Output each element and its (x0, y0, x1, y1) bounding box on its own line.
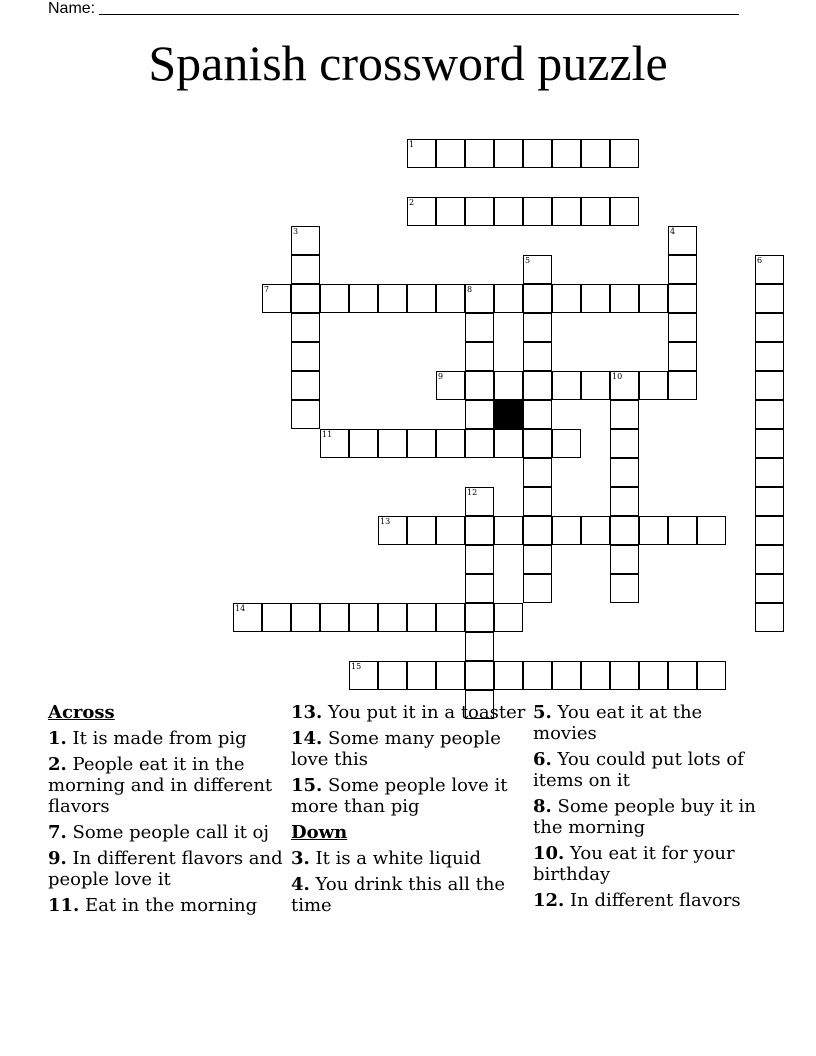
grid-cell[interactable] (523, 574, 552, 603)
grid-cell[interactable] (262, 284, 291, 313)
grid-cell[interactable] (262, 603, 291, 632)
grid-cell[interactable] (494, 371, 523, 400)
grid-cell[interactable] (523, 545, 552, 574)
grid-cell[interactable] (465, 400, 494, 429)
clue (533, 890, 769, 911)
clue (533, 702, 769, 744)
clue-number: 14 (235, 604, 246, 613)
clue-number: 6 (757, 256, 763, 265)
grid-cell[interactable] (581, 139, 610, 168)
grid-cell[interactable] (494, 661, 523, 690)
grid-cell[interactable] (610, 197, 639, 226)
clue-number-label: 4. (291, 874, 310, 895)
grid-cell[interactable] (610, 400, 639, 429)
grid-cell[interactable] (610, 139, 639, 168)
grid-cell[interactable] (349, 603, 378, 632)
clue (533, 749, 769, 791)
grid-cell[interactable] (755, 255, 784, 284)
clue-number-label: 14. (291, 728, 323, 749)
grid-cell[interactable] (465, 139, 494, 168)
grid-cell[interactable] (349, 284, 378, 313)
grid-cell[interactable] (755, 603, 784, 632)
clue (48, 848, 284, 890)
grid-cell[interactable] (610, 429, 639, 458)
clue (291, 874, 527, 916)
grid-cell[interactable] (668, 371, 697, 400)
clue (291, 702, 527, 723)
grid-cell[interactable] (755, 487, 784, 516)
clue-number-label: 6. (533, 749, 552, 770)
grid-cell[interactable] (668, 342, 697, 371)
clue-text: In different flavors and people love it (48, 848, 283, 890)
grid-cell[interactable] (233, 603, 262, 632)
clue-number: 2 (409, 198, 415, 207)
clue-number: 15 (351, 662, 362, 671)
grid-cell[interactable] (465, 545, 494, 574)
grid-cell[interactable] (523, 400, 552, 429)
grid-cell[interactable] (291, 313, 320, 342)
grid-cell[interactable] (639, 371, 668, 400)
grid-cell[interactable] (523, 284, 552, 313)
clue-text: Some many people love this (291, 728, 501, 770)
clue-number-label: 9. (48, 848, 67, 869)
clue (291, 848, 527, 869)
clue-number-label: 1. (48, 728, 67, 749)
grid-cell[interactable] (291, 255, 320, 284)
grid-cell[interactable] (494, 284, 523, 313)
grid-cell[interactable] (610, 516, 639, 545)
black-cell (494, 400, 523, 429)
clue-text: It is a white liquid (309, 848, 482, 869)
grid-cell[interactable] (610, 487, 639, 516)
grid-cell[interactable] (407, 429, 436, 458)
grid-cell[interactable] (494, 516, 523, 545)
grid-cell[interactable] (523, 661, 552, 690)
grid-cell[interactable] (291, 342, 320, 371)
grid-cell[interactable] (755, 429, 784, 458)
grid-cell[interactable] (436, 661, 465, 690)
clue-number-label: 15. (291, 775, 323, 796)
grid-cell[interactable] (755, 342, 784, 371)
grid-cell[interactable] (436, 429, 465, 458)
clue-number: 13 (380, 517, 391, 526)
grid-cell[interactable] (291, 371, 320, 400)
grid-cell[interactable] (349, 429, 378, 458)
grid-cell[interactable] (755, 284, 784, 313)
grid-cell[interactable] (378, 661, 407, 690)
clue-number: 7 (264, 285, 270, 294)
grid-cell[interactable] (494, 197, 523, 226)
grid-cell[interactable] (552, 139, 581, 168)
grid-cell[interactable] (610, 284, 639, 313)
grid-cell[interactable] (552, 197, 581, 226)
grid-cell[interactable] (378, 429, 407, 458)
grid-cell[interactable] (494, 429, 523, 458)
grid-cell[interactable] (668, 226, 697, 255)
grid-cell[interactable] (291, 603, 320, 632)
grid-cell[interactable] (436, 371, 465, 400)
clues-down (291, 848, 527, 916)
grid-cell[interactable] (610, 458, 639, 487)
clue-text: You eat it at the movies (533, 702, 703, 744)
grid-cell[interactable] (755, 516, 784, 545)
clue (533, 796, 769, 838)
grid-cell[interactable] (552, 516, 581, 545)
clues-column-3 (533, 702, 769, 916)
clue-text: Some people call it oj (66, 822, 269, 843)
grid-cell[interactable] (610, 545, 639, 574)
clue-text: You could put lots of items on it (533, 749, 744, 791)
grid-cell[interactable] (407, 284, 436, 313)
grid-cell[interactable] (668, 516, 697, 545)
clue-number: 8 (467, 285, 473, 294)
clue-number: 9 (438, 372, 444, 381)
grid-cell[interactable] (320, 603, 349, 632)
grid-cell[interactable] (639, 661, 668, 690)
clue (291, 728, 527, 770)
clue-text: Some people love it more than pig (291, 775, 508, 817)
clue-text: Eat in the morning (79, 895, 258, 916)
grid-cell[interactable] (639, 516, 668, 545)
clue-number-label: 2. (48, 754, 67, 775)
grid-cell[interactable] (465, 342, 494, 371)
grid-cell[interactable] (523, 139, 552, 168)
grid-cell[interactable] (581, 284, 610, 313)
grid-cell[interactable] (668, 661, 697, 690)
down-heading: Down (291, 822, 348, 843)
grid-cell[interactable] (407, 516, 436, 545)
grid-cell[interactable] (523, 371, 552, 400)
grid-cell[interactable] (291, 400, 320, 429)
clue-number: 1 (409, 140, 415, 149)
grid-cell[interactable] (523, 342, 552, 371)
clue-number-label: 11. (48, 895, 80, 916)
grid-cell[interactable] (523, 197, 552, 226)
grid-cell[interactable] (523, 487, 552, 516)
grid-cell[interactable] (378, 284, 407, 313)
clue (48, 895, 284, 916)
grid-cell[interactable] (668, 284, 697, 313)
grid-cell[interactable] (465, 574, 494, 603)
across-heading: Across (48, 702, 115, 723)
grid-cell[interactable] (494, 139, 523, 168)
grid-cell[interactable] (755, 400, 784, 429)
clue-number: 12 (467, 488, 478, 497)
clue-text: You eat it for your birthday (533, 843, 735, 885)
grid-cell[interactable] (755, 458, 784, 487)
grid-cell[interactable] (523, 516, 552, 545)
name-label: Name: (48, 0, 96, 17)
grid-cell[interactable] (291, 226, 320, 255)
grid-cell[interactable] (407, 139, 436, 168)
clue-number-label: 3. (291, 848, 310, 869)
clues-column-2 (291, 702, 527, 921)
grid-cell[interactable] (465, 429, 494, 458)
grid-cell[interactable] (755, 371, 784, 400)
grid-cell[interactable] (581, 516, 610, 545)
grid-cell[interactable] (494, 603, 523, 632)
grid-cell[interactable] (349, 661, 378, 690)
grid-cell[interactable] (755, 313, 784, 342)
grid-cell[interactable] (552, 661, 581, 690)
grid-cell[interactable] (378, 603, 407, 632)
clue-number: 3 (293, 227, 299, 236)
grid-cell[interactable] (610, 371, 639, 400)
clues-across-continued (291, 702, 527, 817)
grid-cell[interactable] (407, 197, 436, 226)
grid-cell[interactable] (610, 661, 639, 690)
grid-cell[interactable] (465, 313, 494, 342)
grid-cell[interactable] (523, 458, 552, 487)
grid-cell[interactable] (465, 632, 494, 661)
clue-number-label: 13. (291, 702, 323, 723)
clue-text: You put it in a toaster (322, 702, 526, 723)
grid-cell[interactable] (465, 371, 494, 400)
page-title: Spanish crossword puzzle (148, 35, 668, 91)
grid-cell[interactable] (755, 545, 784, 574)
grid-cell[interactable] (407, 603, 436, 632)
clue-text: It is made from pig (66, 728, 247, 749)
grid-cell[interactable] (552, 429, 581, 458)
grid-cell[interactable] (697, 516, 726, 545)
clue (48, 754, 284, 817)
clue-number: 10 (612, 372, 623, 381)
clue-number-label: 8. (533, 796, 552, 817)
grid-cell[interactable] (291, 284, 320, 313)
grid-cell[interactable] (436, 139, 465, 168)
grid-cell[interactable] (436, 197, 465, 226)
grid-cell[interactable] (320, 284, 349, 313)
clue-text: In different flavors (564, 890, 741, 911)
grid-cell[interactable] (552, 371, 581, 400)
grid-cell[interactable] (320, 429, 349, 458)
clue-text: People eat it in the morning and in different flavors (48, 754, 273, 817)
grid-cell[interactable] (436, 516, 465, 545)
clue-number-label: 7. (48, 822, 67, 843)
grid-cell[interactable] (697, 661, 726, 690)
grid-cell[interactable] (581, 197, 610, 226)
clue (48, 822, 284, 843)
grid-cell[interactable] (407, 661, 436, 690)
grid-cell[interactable] (639, 284, 668, 313)
grid-cell[interactable] (581, 371, 610, 400)
clue-number-label: 10. (533, 843, 565, 864)
grid-cell[interactable] (668, 255, 697, 284)
clue (291, 775, 527, 817)
clue (48, 728, 284, 749)
grid-cell[interactable] (610, 574, 639, 603)
clue-text: Some people buy it in the morning (533, 796, 756, 838)
clue-number-label: 12. (533, 890, 565, 911)
grid-cell[interactable] (668, 313, 697, 342)
grid-cell[interactable] (436, 284, 465, 313)
clue-text: You drink this all the time (291, 874, 506, 916)
clue-number: 4 (670, 227, 676, 236)
grid-cell[interactable] (523, 255, 552, 284)
grid-cell[interactable] (465, 603, 494, 632)
grid-cell[interactable] (755, 574, 784, 603)
clue-number: 5 (525, 256, 531, 265)
grid-cell[interactable] (465, 661, 494, 690)
grid-cell[interactable] (523, 429, 552, 458)
grid-cell[interactable] (465, 197, 494, 226)
clue-number-label: 5. (533, 702, 552, 723)
grid-cell[interactable] (436, 603, 465, 632)
grid-cell[interactable] (465, 487, 494, 516)
grid-cell[interactable] (465, 284, 494, 313)
clue (533, 843, 769, 885)
grid-cell[interactable] (378, 516, 407, 545)
clue-number: 11 (322, 430, 333, 439)
clues-column-1 (48, 702, 284, 921)
grid-cell[interactable] (552, 284, 581, 313)
grid-cell[interactable] (523, 313, 552, 342)
grid-cell[interactable] (465, 516, 494, 545)
grid-cell[interactable] (581, 661, 610, 690)
